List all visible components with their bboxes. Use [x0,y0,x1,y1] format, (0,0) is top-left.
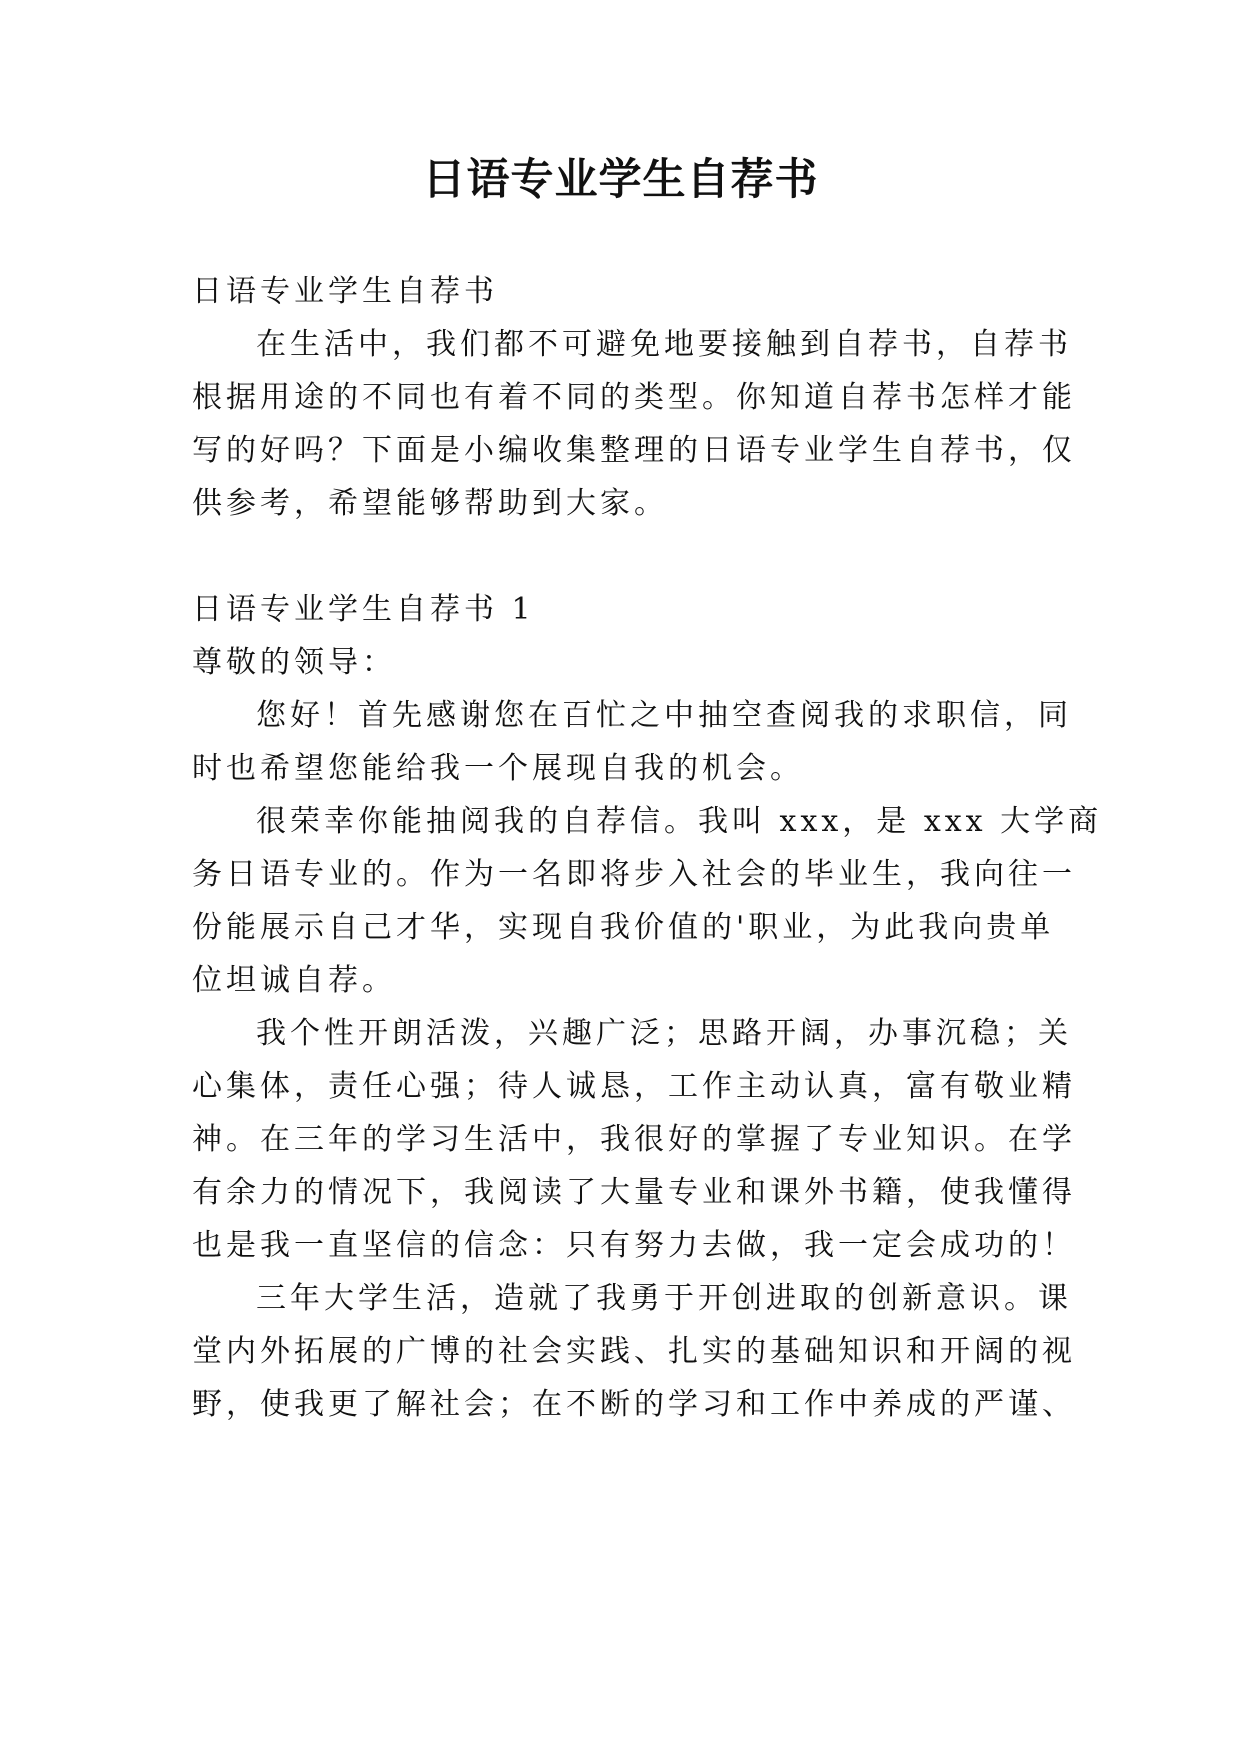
text-line: 堂内外拓展的广博的社会实践、扎实的基础知识和开阔的视 [192,1334,1076,1369]
document-title: 日语专业学生自荐书 [422,155,819,205]
text-line: 很荣幸你能抽阅我的自荐信。我叫 xxx，是 xxx 大学商 [256,804,1103,839]
salutation: 尊敬的领导： [192,645,396,680]
text-line: 根据用途的不同也有着不同的类型。你知道自荐书怎样才能 [192,380,1076,415]
text-line: 心集体，责任心强；待人诚恳，工作主动认真，富有敬业精 [192,1069,1076,1104]
text-line: 三年大学生活，造就了我勇于开创进取的创新意识。课 [256,1281,1072,1316]
text-line: 位坦诚自荐。 [192,963,396,998]
text-line: 神。在三年的学习生活中，我很好的掌握了专业知识。在学 [192,1122,1076,1157]
text-line: 务日语专业的。作为一名即将步入社会的毕业生，我向往一 [192,857,1076,892]
text-line: 写的好吗？下面是小编收集整理的日语专业学生自荐书，仅 [192,433,1076,468]
text-line: 有余力的情况下，我阅读了大量专业和课外书籍，使我懂得 [192,1175,1076,1210]
text-line: 份能展示自己才华，实现自我价值的'职业，为此我向贵单 [192,910,1055,945]
text-line: 供参考，希望能够帮助到大家。 [192,486,668,521]
text-line: 日语专业学生自荐书 [192,274,498,309]
text-line: 也是我一直坚信的信念：只有努力去做，我一定会成功的！ [192,1228,1076,1263]
text-line: 在生活中，我们都不可避免地要接触到自荐书，自荐书 [256,327,1072,362]
section-heading: 日语专业学生自荐书 1 [192,592,535,627]
text-line: 时也希望您能给我一个展现自我的机会。 [192,751,804,786]
text-line: 野，使我更了解社会；在不断的学习和工作中养成的严谨、 [192,1387,1076,1422]
text-line: 我个性开朗活泼，兴趣广泛；思路开阔，办事沉稳；关 [256,1016,1072,1051]
text-line: 您好！首先感谢您在百忙之中抽空查阅我的求职信，同 [256,698,1072,733]
